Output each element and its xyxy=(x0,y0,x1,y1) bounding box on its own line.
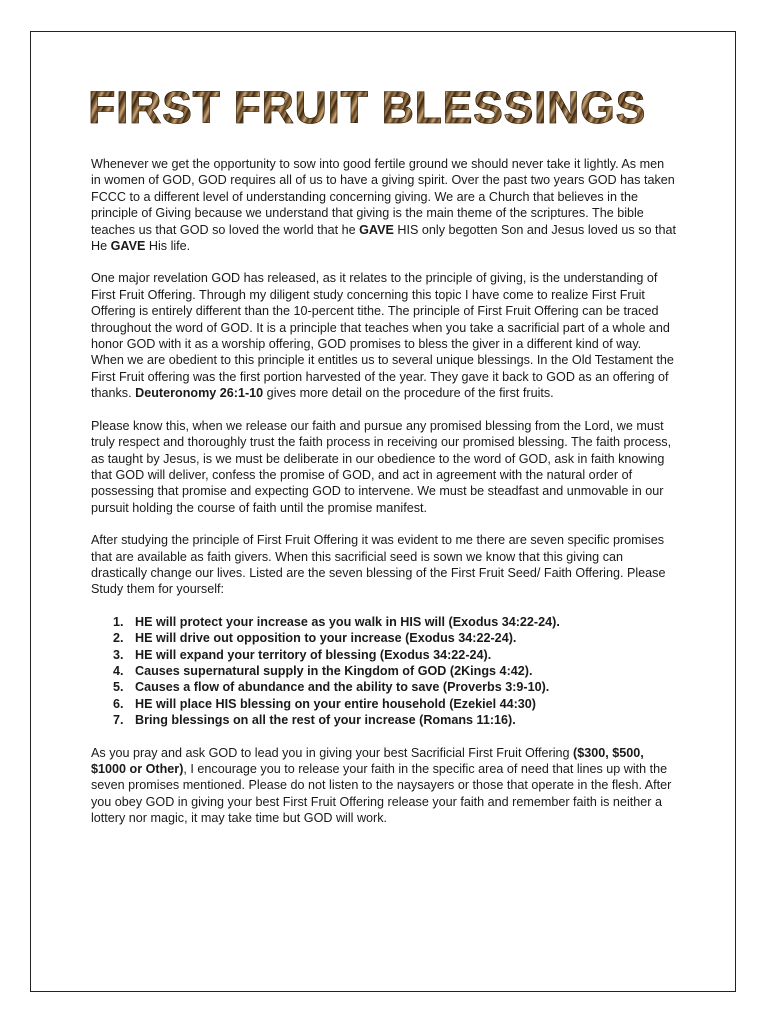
document-title: FIRST FRUIT BLESSINGS xyxy=(88,80,678,136)
list-item: HE will protect your increase as you walk in HIS will (Exodus 34:22-24). xyxy=(135,614,560,629)
document-body xyxy=(91,156,677,843)
paragraph-revelation xyxy=(91,270,677,401)
paragraph-intro xyxy=(91,156,677,254)
paragraph-intro-text-2: HIS only begotten Son and Jesus loved us so that He xyxy=(91,222,677,254)
paragraph-intro-text-3: His life. xyxy=(145,239,191,254)
list-item: HE will place HIS blessing on your entire household (Ezekiel 44:30) xyxy=(135,696,537,711)
emphasis-gave-2: GAVE xyxy=(110,239,146,254)
paragraph-faith-process: Please know this, when we release our faith and pursue any promised blessing from the Lord, we must truly respect and thoroughly trust the faith process in receiving our promised blessing. The faith process, as taught by Jesus, is we must be deliberate in our obedience to the word of GOD, ask in faith knowing that GOD will deliver, confess the promise of GOD, and act in agreement with the natural order of possessing that promise and expecting GOD to intervene. We must be steadfast and unmovable in our pursuit holding the course of faith until the promise manifest. xyxy=(91,418,672,515)
emphasis-gave-1: GAVE xyxy=(359,222,394,237)
list-item: HE will drive out opposition to your increase (Exodus 34:22-24). xyxy=(135,631,517,646)
paragraph-revelation-text-2: gives more detail on the procedure of the first fruits. xyxy=(263,386,554,401)
promise-list xyxy=(91,614,677,729)
paragraph-intro-text-1: Whenever we get the opportunity to sow into good fertile ground we should never take it lightly. As men in women of GOD, GOD requires all of us to have a giving spirit. Over the past two years GOD has taken FCCC to a different level of understanding concerning giving. We are a Church that believes in the principle of Giving because we understand that giving is the main theme of the scriptures. The bible teaches us that GOD so loved the world that he xyxy=(91,157,675,237)
list-item: Causes a flow of abundance and the ability to save (Proverbs 3:9-10). xyxy=(135,680,550,695)
paragraph-closing xyxy=(91,745,677,827)
list-item: Bring blessings on all the rest of your increase (Romans 11:16). xyxy=(135,713,516,728)
offering-amounts: ($300, $500, $1000 or Other) xyxy=(91,745,644,776)
scripture-reference: Deuteronomy 26:1-10 xyxy=(135,386,264,401)
list-item: HE will expand your territory of blessing (Exodus 34:22-24). xyxy=(135,647,492,662)
paragraph-seven-promises-intro: After studying the principle of First Fruit Offering it was evident to me there are seven specific promises that are available as faith givers. When this sacrificial seed is sown we know that this giving can drastically change our lives. Listed are the seven blessing of the First Fruit Seed/ Faith Offering. Please Study them for yourself: xyxy=(91,533,666,597)
paragraph-closing-text-2: , I encourage you to release your faith in the specific area of need that lines up with the seven promises mentioned. Please do not listen to the naysayers or those that operate in the flesh. After you obey GOD in giving your best First Fruit Offering release your faith and remember faith is neither a lottery nor magic, it may take time but GOD will work. xyxy=(91,762,672,826)
list-item: Causes supernatural supply in the Kingdom of GOD (2Kings 4:42). xyxy=(135,663,533,678)
paragraph-closing-text-1: As you pray and ask GOD to lead you in giving your best Sacrificial First Fruit Offering xyxy=(91,745,574,760)
paragraph-revelation-text-1: One major revelation GOD has released, as it relates to the principle of giving, is the understanding of First Fruit Offering. Through my diligent study concerning this topic I have come to realize First Fruit Offering is entirely different than the 10-percent tithe. The principle of First Fruit Offering can be traced throughout the word of GOD. It is a principle that teaches when you take a sacrificial part of a whole and honor GOD with it as a worship offering, GOD promises to bless the giver in a different kind of way. When we are obedient to this principle it entitles us to several unique blessings. In the Old Testament the First Fruit offering was the first portion harvested of the year. They gave it back to GOD as an offering of thanks. xyxy=(91,271,674,401)
